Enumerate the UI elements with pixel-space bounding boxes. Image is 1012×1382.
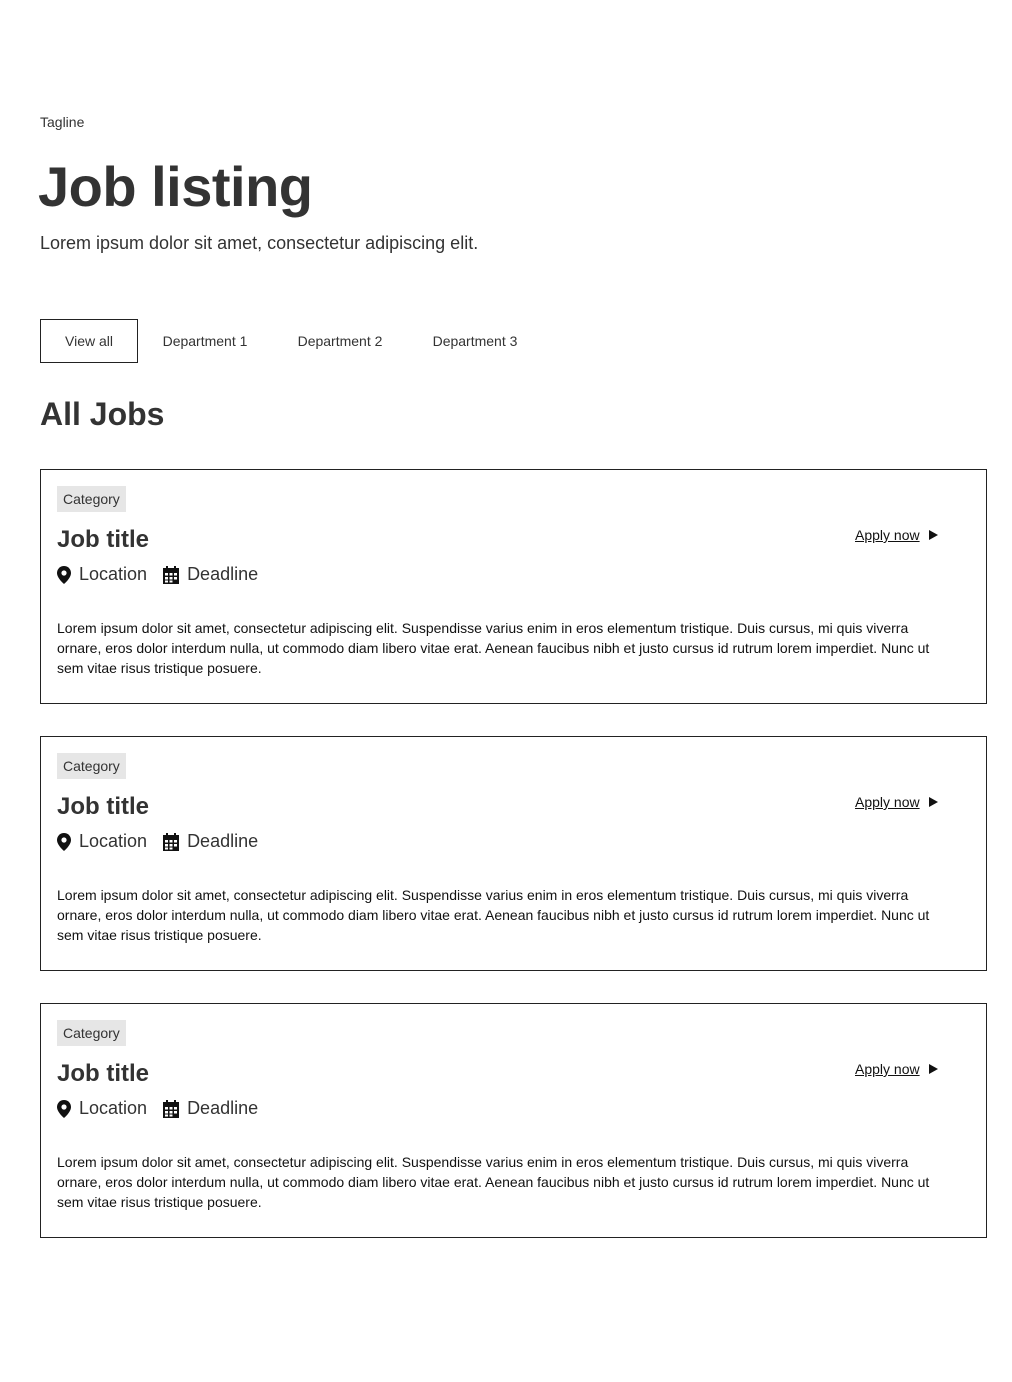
- job-card: [40, 1003, 987, 1238]
- job-description: Lorem ipsum dolor sit amet, consectetur adipiscing elit. Suspendisse varius enim in eros elementum tristique. Duis cursus, mi quis viverra ornare, eros dolor interdum nulla, ut commodo diam libero vitae erat. Aenean faucibus nibh et justo cursus id rutrum lorem imperdiet. Nunc ut sem vitae risus tristique posuere.: [57, 887, 930, 943]
- tab-department-3[interactable]: Department 3: [432, 333, 518, 349]
- location-text: Location: [79, 1098, 148, 1118]
- category-badge: Category: [57, 1020, 126, 1046]
- department-tabs: [40, 319, 542, 363]
- tab-department-2[interactable]: Department 2: [297, 333, 383, 349]
- deadline-item: [163, 564, 258, 585]
- job-description: Lorem ipsum dolor sit amet, consectetur adipiscing elit. Suspendisse varius enim in eros elementum tristique. Duis cursus, mi quis viverra ornare, eros dolor interdum nulla, ut commodo diam libero vitae erat. Aenean faucibus nibh et justo cursus id rutrum lorem imperdiet. Nunc ut sem vitae risus tristique posuere.: [57, 620, 930, 676]
- apply-now-label[interactable]: Apply now: [855, 1061, 920, 1077]
- category-badge: Category: [57, 753, 126, 779]
- calendar-icon: [163, 833, 179, 851]
- map-pin-icon: [57, 833, 71, 851]
- job-card: [40, 469, 987, 704]
- job-description: Lorem ipsum dolor sit amet, consectetur adipiscing elit. Suspendisse varius enim in eros elementum tristique. Duis cursus, mi quis viverra ornare, eros dolor interdum nulla, ut commodo diam libero vitae erat. Aenean faucibus nibh et justo cursus id rutrum lorem imperdiet. Nunc ut sem vitae risus tristique posuere.: [57, 1154, 930, 1210]
- job-card: [40, 736, 987, 971]
- calendar-icon: [163, 566, 179, 584]
- deadline-text: Deadline: [187, 1098, 259, 1118]
- job-meta: [57, 831, 258, 852]
- page-title: Job listing: [38, 155, 313, 218]
- map-pin-icon: [57, 1100, 71, 1118]
- job-meta: [57, 564, 258, 585]
- deadline-item: [163, 831, 258, 852]
- apply-now-label[interactable]: Apply now: [855, 794, 920, 810]
- location-item: [57, 831, 147, 852]
- page-subtitle: Lorem ipsum dolor sit amet, consectetur adipiscing elit.: [40, 233, 479, 253]
- apply-now-label[interactable]: Apply now: [855, 527, 920, 543]
- location-item: [57, 1098, 147, 1119]
- job-title: Job title: [57, 793, 150, 820]
- tab-department-1[interactable]: Department 1: [162, 333, 248, 349]
- play-arrow-icon: [929, 530, 938, 540]
- calendar-icon: [163, 1100, 179, 1118]
- deadline-item: [163, 1098, 258, 1119]
- category-badge: Category: [57, 486, 126, 512]
- apply-now-button[interactable]: [855, 794, 938, 810]
- tab-view-all[interactable]: View all: [40, 319, 138, 363]
- deadline-text: Deadline: [187, 564, 259, 584]
- location-text: Location: [79, 831, 148, 851]
- apply-now-button[interactable]: [855, 1061, 938, 1077]
- play-arrow-icon: [929, 797, 938, 807]
- map-pin-icon: [57, 566, 71, 584]
- job-title: Job title: [57, 1060, 150, 1087]
- tagline: Tagline: [40, 114, 85, 130]
- job-meta: [57, 1098, 258, 1119]
- deadline-text: Deadline: [187, 831, 259, 851]
- section-title: All Jobs: [40, 396, 165, 432]
- play-arrow-icon: [929, 1064, 938, 1074]
- apply-now-button[interactable]: [855, 527, 938, 543]
- job-title: Job title: [57, 526, 150, 553]
- location-item: [57, 564, 147, 585]
- location-text: Location: [79, 564, 148, 584]
